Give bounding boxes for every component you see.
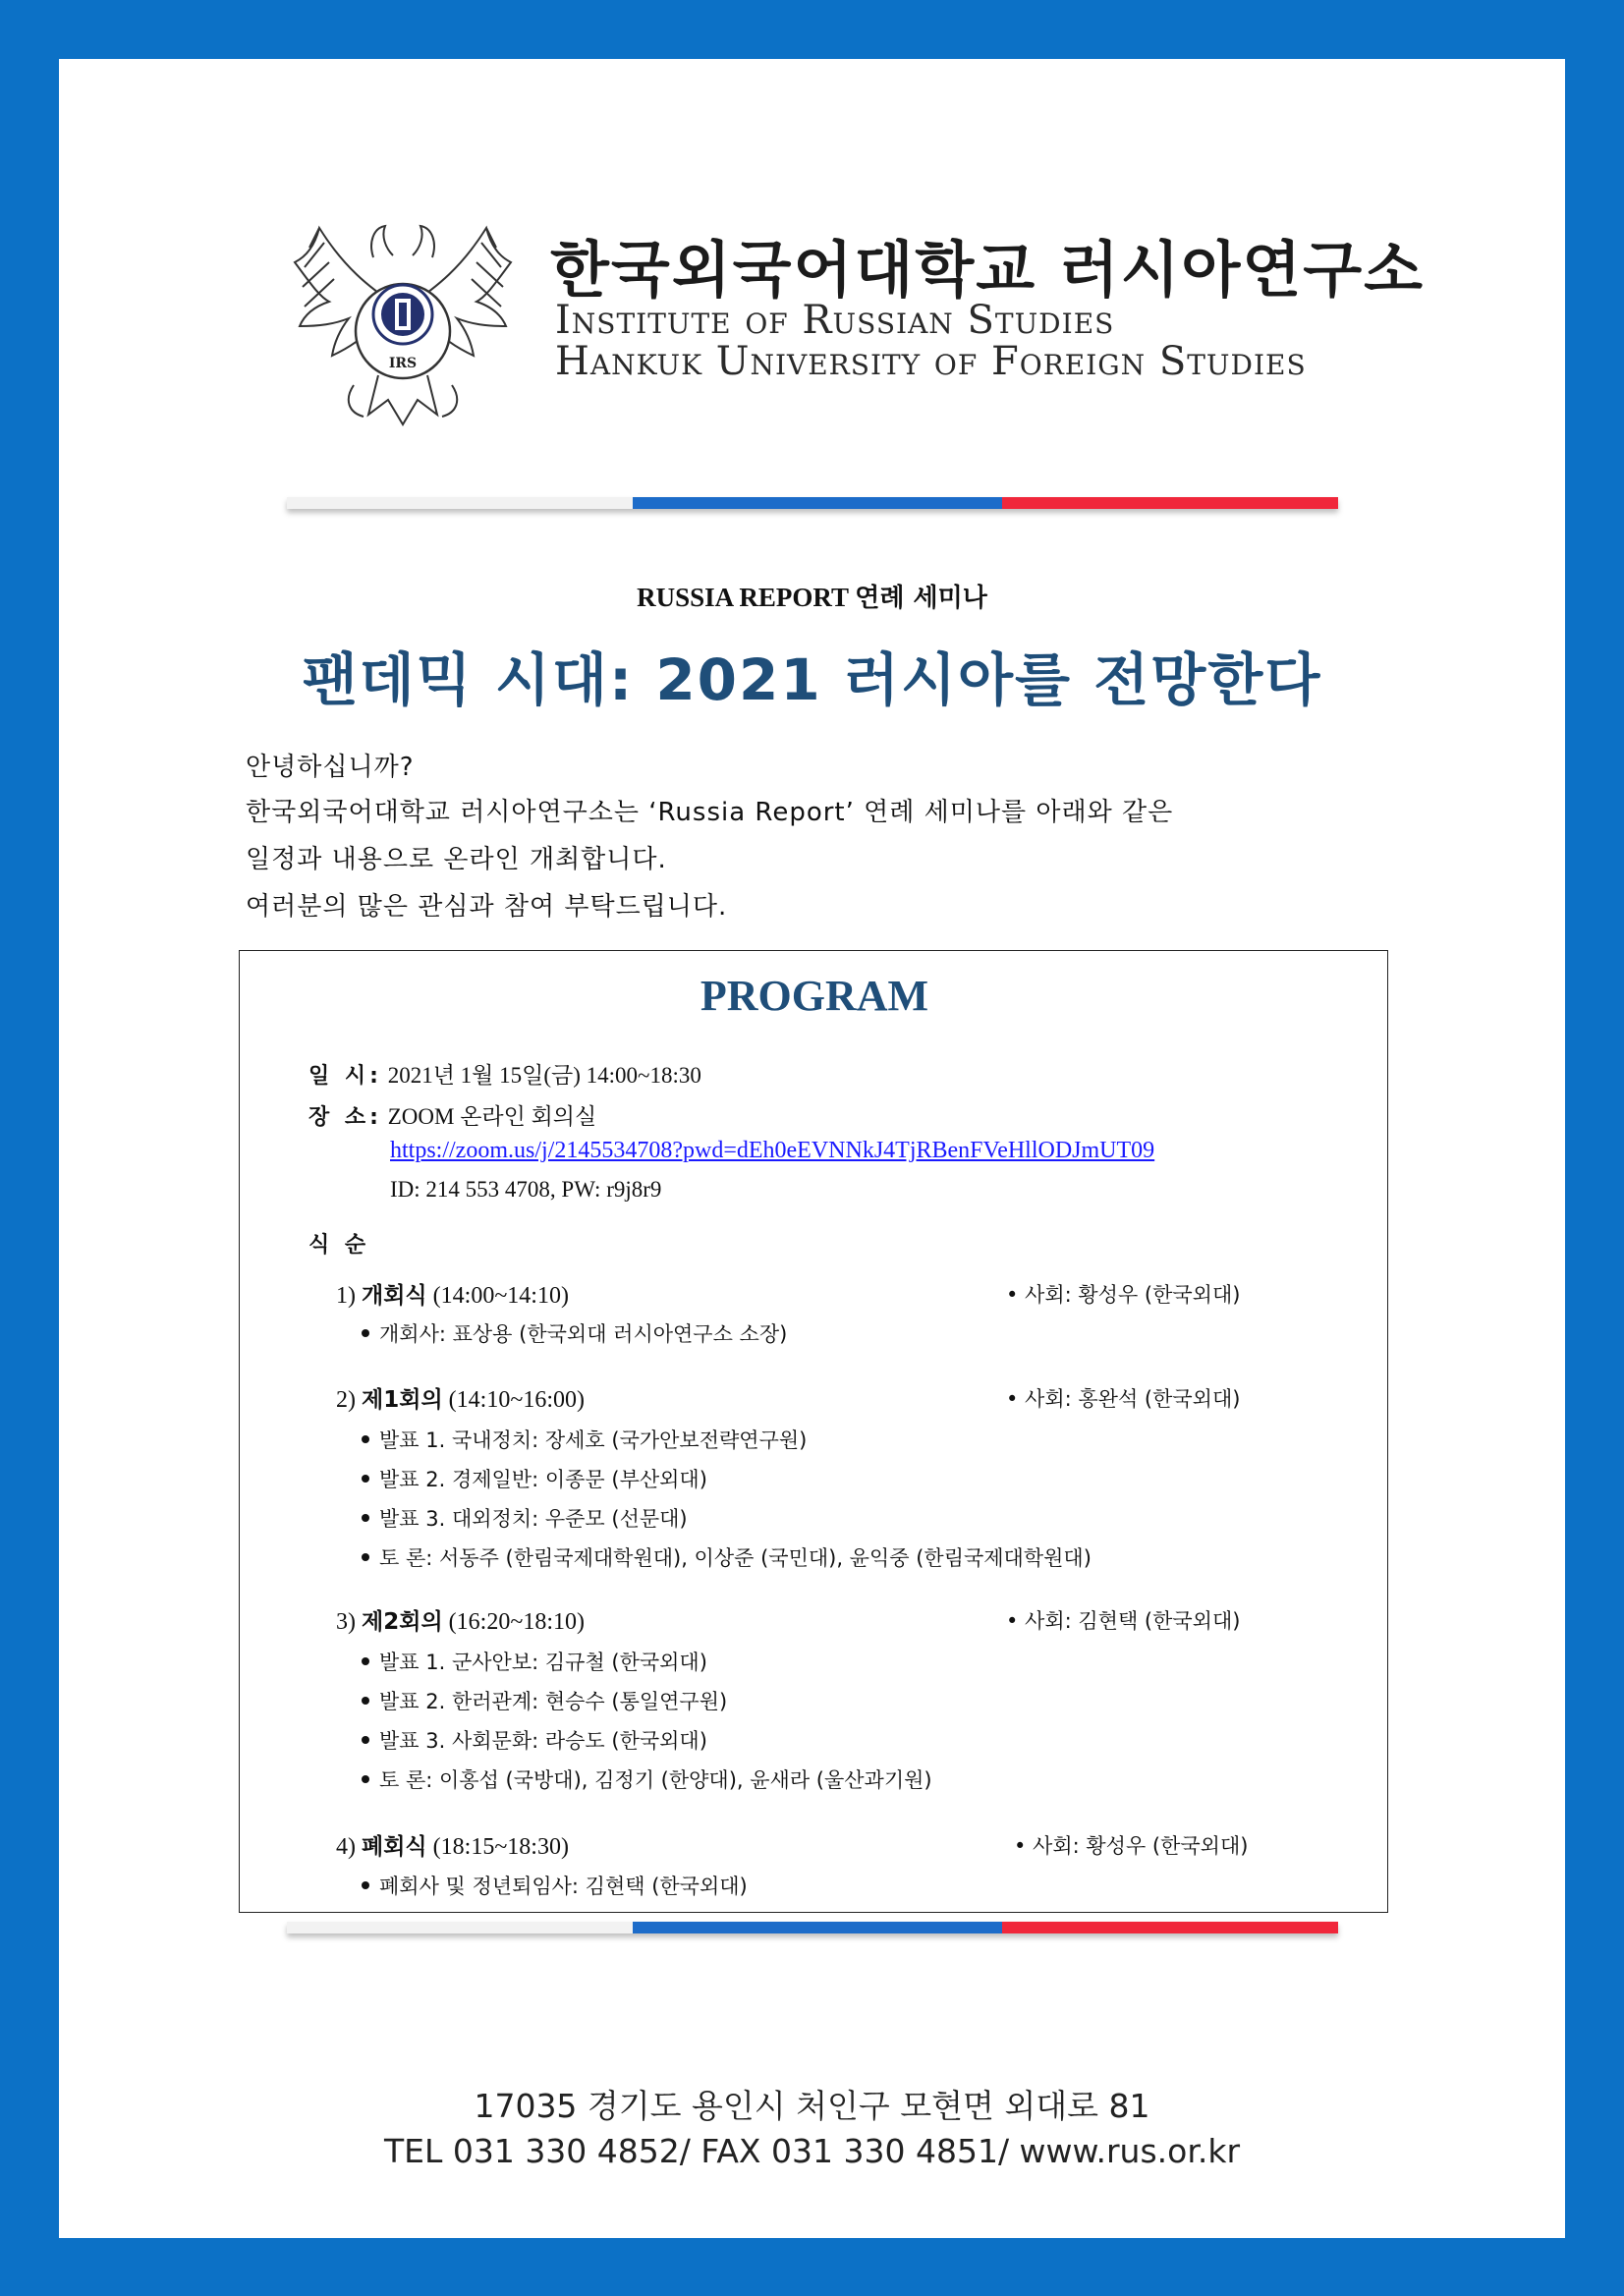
program-box [239, 950, 1388, 1913]
session-name: 제2회의 [362, 1609, 443, 1635]
session-name: 개회식 [362, 1283, 427, 1309]
greeting-line: 한국외국어대학교 러시아연구소는 ‘Russia Report’ 연례 세미나를 아래와 같은 [246, 798, 1174, 827]
session-header: 1) 개회식 (14:00~14:10) [336, 1283, 569, 1309]
session-time: (14:00~14:10) [432, 1283, 569, 1309]
list-item: 발표 2. 한러관계: 현승수 (통일연구원) [362, 1686, 727, 1715]
footer-address: 17035 경기도 용인시 처인구 모현면 외대로 81 [474, 2087, 1150, 2125]
footer-contact: TEL 031 330 4852/ FAX 031 330 4851/ www.rus.or.kr [383, 2132, 1241, 2170]
headline: 팬데믹 시대: 2021 러시아를 전망한다 [302, 646, 1322, 713]
place-row [308, 1098, 596, 1131]
series-prefix: RUSSIA REPORT [637, 583, 849, 612]
greeting-line: 여러분의 많은 관심과 참여 부탁드립니다. [246, 892, 728, 922]
order-label: 식 순 [308, 1233, 370, 1258]
list-item: 발표 1. 국내정치: 장세호 (국가안보전략연구원) [362, 1425, 807, 1454]
session-name: 제1회의 [362, 1387, 443, 1413]
emblem-text: IRS [388, 356, 418, 371]
place-value: ZOOM 온라인 회의실 [387, 1104, 597, 1129]
place-label: 장 소: [308, 1105, 382, 1130]
date-row [308, 1057, 701, 1090]
greeting-line: 일정과 내용으로 온라인 개최합니다. [246, 845, 667, 874]
list-item: 발표 3. 대외정치: 우준모 (선문대) [362, 1503, 688, 1533]
university-english-title: Hankuk University of Foreign Studies [555, 339, 1307, 384]
session-name: 폐회식 [362, 1834, 427, 1860]
list-item: 폐회사 및 정년퇴임사: 김현택 (한국외대) [362, 1871, 748, 1900]
zoom-link[interactable]: https://zoom.us/j/2145534708?pwd=dEh0eEVNNkJ4TjRBenFVeHllODJmUT09 [390, 1138, 1155, 1163]
program-title: PROGRAM [700, 972, 929, 1020]
poster-page [59, 59, 1565, 2238]
list-item: 발표 1. 군사안보: 김규철 (한국외대) [362, 1647, 707, 1676]
double-headed-eagle-emblem-icon [275, 189, 531, 430]
date-label: 일 시: [308, 1064, 382, 1089]
institute-english-title: Institute of Russian Studies [555, 298, 1115, 343]
tricolor-divider-bottom [287, 1922, 1338, 1933]
zoom-id: ID: 214 553 4708, PW: r9j8r9 [390, 1177, 662, 1202]
session-time: (16:20~18:10) [448, 1609, 585, 1635]
session-header: 4) 폐회식 (18:15~18:30) [336, 1834, 569, 1860]
tricolor-divider-top [287, 497, 1338, 509]
session-header: 3) 제2회의 (16:20~18:10) [336, 1609, 585, 1635]
list-item: 개회사: 표상용 (한국외대 러시아연구소 소장) [362, 1318, 787, 1348]
session-chair: • 사회: 홍완석 (한국외대) [1006, 1387, 1241, 1411]
date-value: 2021년 1월 15일(금) 14:00~18:30 [387, 1063, 701, 1088]
session-header: 2) 제1회의 (14:10~16:00) [336, 1387, 585, 1413]
list-item: 발표 2. 경제일반: 이종문 (부산외대) [362, 1464, 707, 1493]
institute-korean-title: 한국외국어대학교 러시아연구소 [550, 234, 1426, 306]
series-suffix: 연례 세미나 [855, 584, 987, 613]
session-chair: • 사회: 황성우 (한국외대) [1014, 1834, 1249, 1858]
session-time: (18:15~18:30) [432, 1834, 569, 1860]
series-title [59, 578, 1565, 614]
session-chair: • 사회: 황성우 (한국외대) [1006, 1283, 1241, 1307]
session-time: (14:10~16:00) [448, 1387, 585, 1413]
list-item: 토 론: 서동주 (한림국제대학원대), 이상준 (국민대), 윤익중 (한림국제대학원대) [362, 1542, 1092, 1572]
list-item: 토 론: 이홍섭 (국방대), 김정기 (한양대), 윤새라 (울산과기원) [362, 1764, 932, 1794]
session-chair: • 사회: 김현택 (한국외대) [1006, 1609, 1241, 1633]
list-item: 발표 3. 사회문화: 라승도 (한국외대) [362, 1725, 707, 1755]
greeting-line: 안녕하십니까? [246, 753, 415, 782]
